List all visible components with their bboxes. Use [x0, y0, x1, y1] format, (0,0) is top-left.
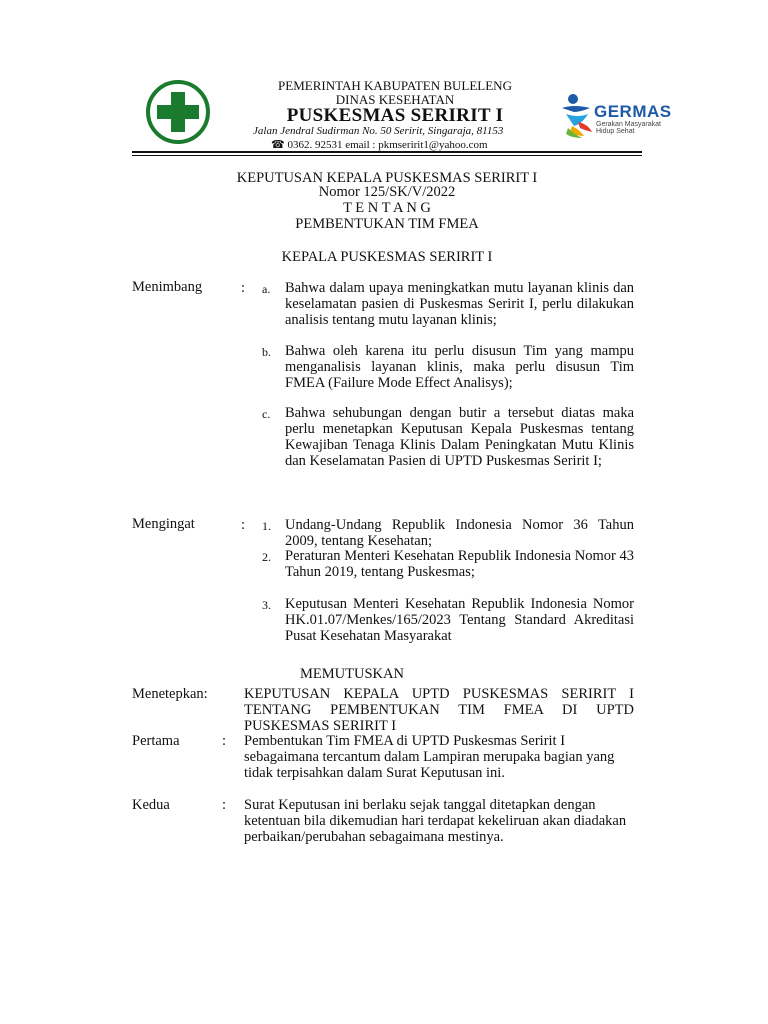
letterhead-contact-row: [271, 138, 488, 151]
menimbang-label: Menimbang: [132, 279, 203, 295]
puskesmas-logo: [146, 80, 210, 144]
letterhead-rule-thin: [132, 155, 642, 156]
memutuskan-heading: MEMUTUSKAN: [300, 666, 404, 682]
menimbang-item-a: Bahwa dalam upaya meningkatkan mutu layanan klinis dan keselamatan pasien di Puskesmas Seririt I, perlu dilakukan analisis tentang mutu layanan klinis;: [285, 280, 634, 328]
germas-figure-icon: [560, 92, 594, 138]
mengingat-marker-2: 2.: [262, 550, 271, 564]
mengingat-label: Mengingat: [132, 516, 195, 532]
menimbang-marker-a: a.: [262, 282, 271, 296]
decree-issuer: KEPALA PUSKESMAS SERIRIT I: [281, 249, 493, 265]
menetapkan-text: KEPUTUSAN KEPALA UPTD PUSKESMAS SERIRIT I TENTANG PEMBENTUKAN TIM FMEA DI UPTD PUSKESMAS SERIRIT I: [244, 686, 634, 734]
pertama-text: Pembentukan Tim FMEA di UPTD Puskesmas Seririt I sebagaimana tercantum dalam Lampiran merupaka bagian yang tidak terpisahkan dalam Surat Keputusan ini.: [244, 733, 615, 781]
mengingat-marker-3: 3.: [262, 598, 271, 612]
mengingat-item-2: Peraturan Menteri Kesehatan Republik Indonesia Nomor 43 Tahun 2019, tentang Puskesmas;: [285, 548, 634, 580]
decree-tentang: T E N T A N G: [343, 200, 431, 216]
kedua-colon: :: [222, 797, 227, 813]
menimbang-item-b: Bahwa oleh karena itu perlu disusun Tim yang mampu menganalisis layanan klinis, maka perlu disusun Tim FMEA (Failure Mode Effect Analisys);: [285, 343, 634, 391]
germas-tagline-2: Hidup Sehat: [596, 128, 635, 135]
kedua-text: Surat Keputusan ini berlaku sejak tanggal ditetapkan dengan ketentuan bila dikemudian hari terdapat kekeliruan akan diadakan perbaikan/perubahan sebagaimana mestinya.: [244, 797, 627, 845]
letterhead-rule-thick: [132, 151, 642, 153]
letterhead-address: Jalan Jendral Sudirman No. 50 Seririt, Singaraja, 81153: [253, 125, 504, 137]
germas-logo: [560, 92, 670, 140]
decree-number: Nomor 125/SK/V/2022: [318, 184, 456, 200]
mengingat-item-3: Keputusan Menteri Kesehatan Republik Indonesia Nomor HK.01.07/Menkes/165/2023 Tentang Standard Akreditasi Pusat Kesehatan Masyarakat: [285, 596, 634, 644]
menimbang-colon: :: [241, 280, 246, 296]
kedua-label: Kedua: [132, 797, 170, 813]
mengingat-item-1: Undang-Undang Republik Indonesia Nomor 36 Tahun 2009, tentang Kesehatan;: [285, 517, 634, 549]
phone-icon: ☎: [271, 139, 285, 151]
decree-subject: PEMBENTUKAN TIM FMEA: [295, 216, 479, 232]
letterhead-line2: DINAS KESEHATAN: [335, 92, 455, 107]
germas-word: GERMAS: [594, 102, 672, 121]
mengingat-colon: :: [241, 517, 246, 533]
cross-bar: [157, 105, 199, 119]
pertama-label: Pertama: [132, 733, 180, 749]
decree-title: KEPUTUSAN KEPALA PUSKESMAS SERIRIT I: [236, 170, 538, 186]
letterhead-name: PUSKESMAS SERIRIT I: [286, 105, 504, 126]
pertama-colon: :: [222, 733, 227, 749]
letterhead-line1: PEMERINTAH KABUPATEN BULELENG: [278, 78, 512, 93]
menimbang-marker-b: b.: [262, 345, 271, 359]
letterhead-contact: 0362. 92531 email : pkmseririt1@yahoo.com: [287, 139, 488, 151]
mengingat-marker-1: 1.: [262, 519, 271, 533]
menetapkan-label: Menetepkan:: [132, 686, 208, 702]
menimbang-item-c: Bahwa sehubungan dengan butir a tersebut diatas maka perlu menetapkan Keputusan Kepala Puskesmas tentang Kewajiban Tenaga Klinis Dalam Peningkatan Mutu Klinis dan Keselamatan Pasien di UPTD Puskesmas Seririt I;: [285, 405, 634, 469]
germas-tagline-1: Gerakan Masyarakat: [596, 121, 661, 128]
menimbang-marker-c: c.: [262, 407, 271, 421]
